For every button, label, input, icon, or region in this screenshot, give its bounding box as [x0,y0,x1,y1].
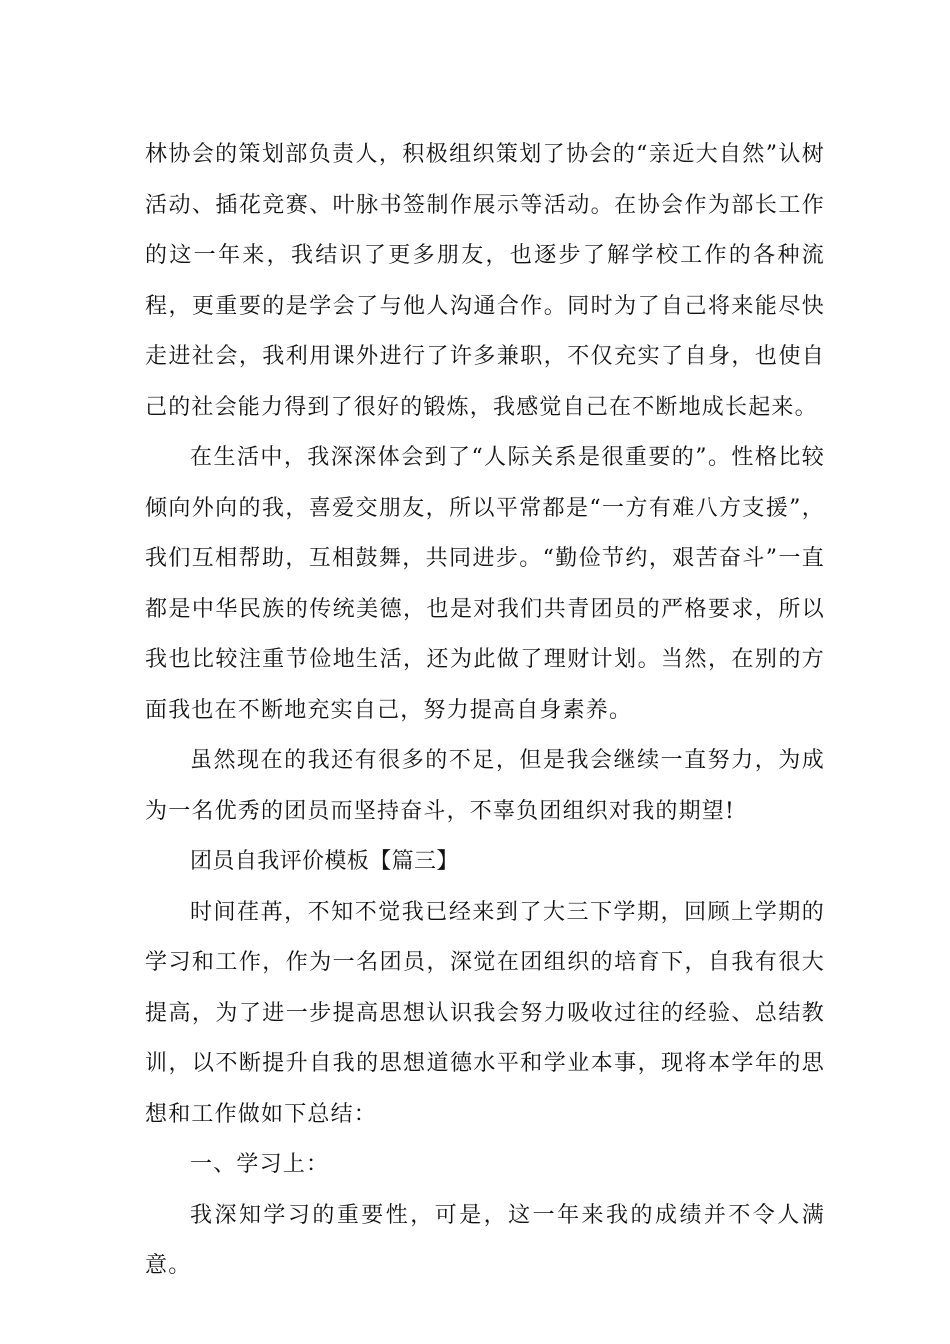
paragraph-2: 在生活中，我深深体会到了“人际关系是很重要的”。性格比较倾向外向的我，喜爱交朋友，所以平常都是“一方有难八方支援”，我们互相帮助，互相鼓舞，共同进步。“勤俭节约，艰苦奋斗”一直都是中华民族的传统美德，也是对我们共青团员的严格要求，所以我也比较注重节俭地生活，还为此做了理财计划。当然，在别的方面我也在不断地充实自己，努力提高自身素养。 [145,445,825,723]
section-heading: 团员自我评价模板【篇三】 [190,849,459,874]
paragraph-5: 我深知学习的重要性，可是，这一年来我的成绩并不令人满意。 [145,1202,825,1278]
paragraph-3: 虽然现在的我还有很多的不足，但是我会继续一直努力，为成为一名优秀的团员而坚持奋斗，不辜负团组织对我的期望! [145,748,825,824]
paragraph-4: 时间荏苒，不知不觉我已经来到了大三下学期，回顾上学期的学习和工作，作为一名团员，深觉在团组织的培育下，自我有很大提高，为了进一步提高思想认识我会努力吸收过往的经验、总结教训，以不断提升自我的思想道德水平和学业本事，现将本学年的思想和工作做如下总结： [145,899,825,1127]
document-body [145,130,825,1292]
paragraph-1: 林协会的策划部负责人，积极组织策划了协会的“亲近大自然”认树活动、插花竞赛、叶脉书签制作展示等活动。在协会作为部长工作的这一年来，我结识了更多朋友，也逐步了解学校工作的各种流程，更重要的是学会了与他人沟通合作。同时为了自己将来能尽快走进社会，我利用课外进行了许多兼职，不仅充实了自身，也使自己的社会能力得到了很好的锻炼，我感觉自己在不断地成长起来。 [145,142,825,420]
subsection-heading: 一、学习上： [190,1152,330,1177]
